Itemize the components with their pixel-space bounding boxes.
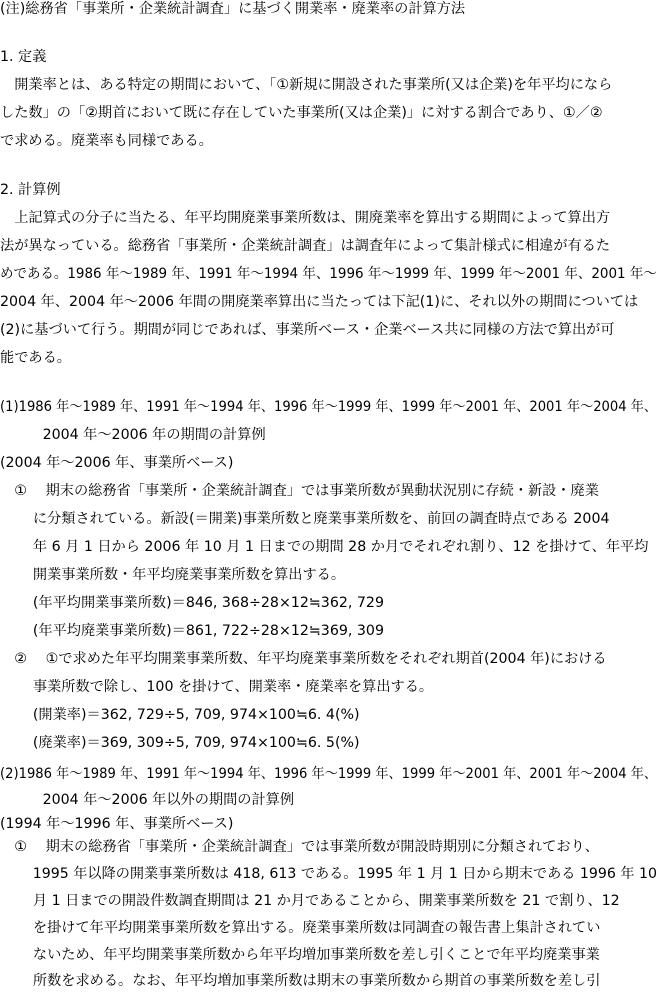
section2-line-6: 能である。 <box>0 350 71 366</box>
case1-step1-line-1: ① 期末の総務省「事業所・企業統計調査」では事業所数が異動状況別に存続・新設・廃業 <box>0 483 599 499</box>
case1-formula-close: (年平均廃業事業所数)＝861, 722÷28×12≒369, 309 <box>0 623 384 639</box>
case1-heading-line-1: (1)1986 年～1989 年、1991 年～1994 年、1996 年～1999 年、1999 年～2001 年、2001 年～2004 年、 <box>0 399 658 415</box>
case1-step2-line-2: 事業所数で除し、100 を掛けて、開業率・廃業率を算出する。 <box>0 679 434 695</box>
section2-line-5: (2)に基づいて行う。期間が同じであれば、事業所ベース・企業ベース共に同様の方法で算出が可 <box>0 322 615 338</box>
case2-step1-line-4: を掛けて年平均開業事業所数を算出する。廃業事業所数は同調査の報告書上集計されてい <box>0 920 601 936</box>
section2-line-3: めである。1986 年～1989 年、1991 年～1994 年、1996 年～1999 年、1999 年～2001 年、2001 年～ <box>0 266 657 282</box>
section2-line-4: 2004 年、2004 年～2006 年間の開廃業率算出に当たっては下記(1)に、それ以外の期間については <box>0 294 639 310</box>
case1-rate-close: (廃業率)＝369, 309÷5, 709, 974×100≒6. 5(%) <box>0 735 360 751</box>
section1-line-3: で求める。廃業率も同様である。 <box>0 133 213 149</box>
case1-heading-line-2: 2004 年～2006 年の期間の計算例 <box>0 427 266 443</box>
section1-line-2: した数」の「②期首において既に存在していた事業所(又は企業)」に対する割合であり、①／② <box>0 105 603 121</box>
section2-line-2: 法が異なっている。総務省「事業所・企業統計調査」は調査年によって集計様式に相違が有るた <box>0 238 611 254</box>
case1-formula-open: (年平均開業事業所数)＝846, 368÷28×12≒362, 729 <box>0 595 384 611</box>
case1-rate-open: (開業率)＝362, 729÷5, 709, 974×100≒6. 4(%) <box>0 707 360 723</box>
case1-basis: (2004 年～2006 年、事業所ベース) <box>0 455 234 471</box>
case2-heading-line-2: 2004 年～2006 年以外の期間の計算例 <box>0 792 295 808</box>
section2-heading: 2. 計算例 <box>0 182 61 198</box>
case2-step1-line-6: 所数を求める。なお、年平均増加事業所数は期末の事業所数から期首の事業所数を差し引 <box>0 973 601 989</box>
case1-step1-line-4: 開業事業所数・年平均廃業事業所数を算出する。 <box>0 567 346 583</box>
case2-heading-line-1: (2)1986 年～1989 年、1991 年～1994 年、1996 年～1999 年、1999 年～2001 年、2001 年～2004 年、 <box>0 766 658 782</box>
section1-line-1: 開業率とは、ある特定の期間において、「①新規に開設された事業所(又は企業)を年平均になら <box>0 77 613 93</box>
case2-basis: (1994 年～1996 年、事業所ベース) <box>0 816 234 832</box>
section1-heading: 1. 定義 <box>0 49 47 65</box>
case1-step1-line-3: 年 6 月 1 日から 2006 年 10 月 1 日までの期間 28 か月でそれぞれ割り、12 を掛けて、年平均 <box>0 539 649 555</box>
document-title: (注)総務省「事業所・企業統計調査」に基づく開業率・廃業率の計算方法 <box>0 1 466 17</box>
case2-step1-line-3: 月 1 日までの開設件数調査期間は 21 か月であることから、開業事業所数を 21 で割り、12 <box>0 893 620 909</box>
case1-step1-line-2: に分類されている。新設(＝開業)事業所数と廃業事業所数を、前回の調査時点である 2004 <box>0 511 610 527</box>
case1-step2-line-1: ② ①で求めた年平均開業事業所数、年平均廃業事業所数をそれぞれ期首(2004 年)における <box>0 651 607 667</box>
case2-step1-line-2: 1995 年以降の開業事業所数は 418, 613 である。1995 年 1 月 1 日から期末である 1996 年 10 <box>0 866 658 882</box>
section2-line-1: 上記算式の分子に当たる、年平均開廃業事業所数は、開廃業率を算出する期間によって算出方 <box>0 210 611 226</box>
case2-step1-line-5: ないため、年平均開業事業所数から年平均増加事業所数を差し引くことで年平均廃業事業 <box>0 947 600 963</box>
case2-step1-line-1: ① 期末の総務省「事業所・企業統計調査」では事業所数が開設時期別に分類されており、 <box>0 839 599 855</box>
